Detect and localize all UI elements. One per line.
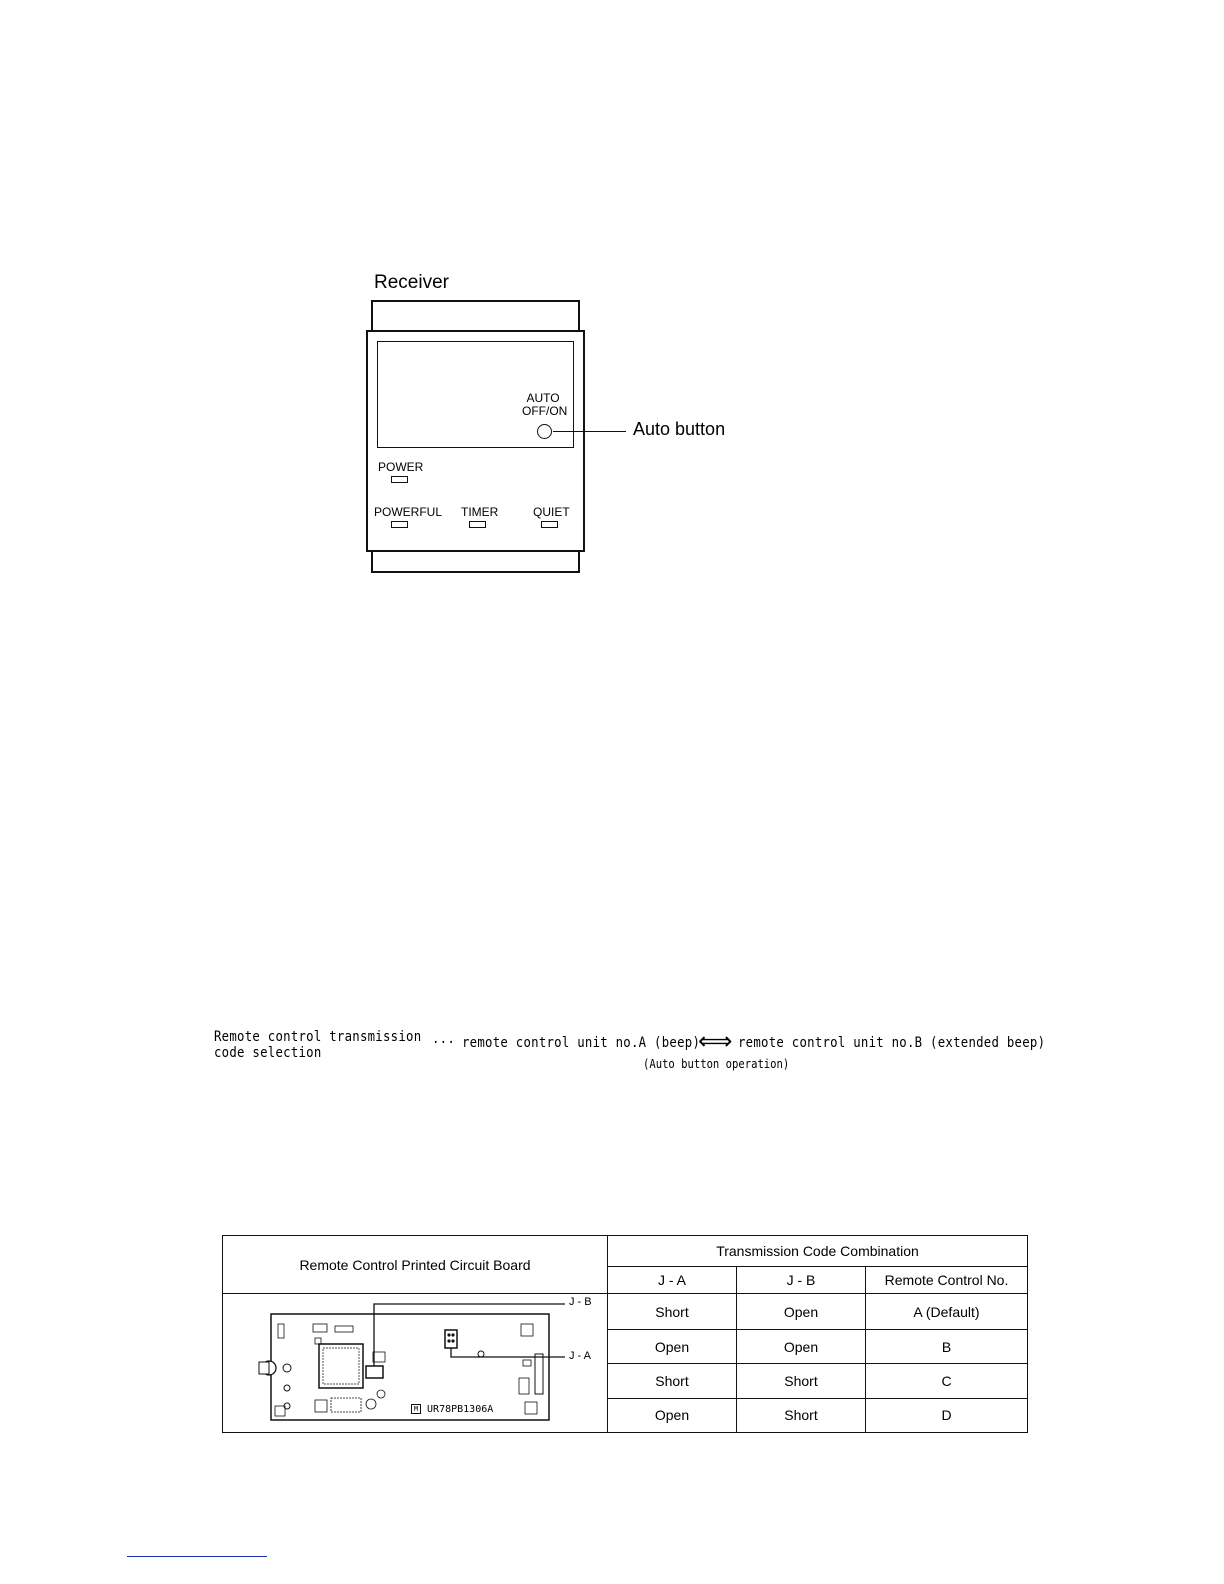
quiet-indicator-label: QUIET — [533, 505, 570, 519]
cell-ja: Open — [608, 1330, 737, 1364]
column-header-jb: J - B — [737, 1267, 866, 1294]
transmission-label-line1: Remote control transmission — [214, 1029, 422, 1045]
pcb-header: Remote Control Printed Circuit Board — [223, 1236, 608, 1294]
auto-off-on-label — [522, 391, 568, 418]
power-indicator-label: POWER — [378, 460, 424, 474]
cell-ja: Short — [608, 1294, 737, 1330]
transmission-note: (Auto button operation) — [643, 1057, 790, 1071]
pcb-part-number-text: UR78PB1306A — [427, 1404, 494, 1415]
table-row — [223, 1294, 1028, 1330]
transmission-unit-a: remote control unit no.A (beep) — [462, 1035, 701, 1051]
pcb-label-jb: J - B — [569, 1296, 592, 1308]
cell-remote-no: D — [866, 1398, 1028, 1432]
pcb-label-ja: J - A — [569, 1350, 592, 1362]
cell-ja: Short — [608, 1364, 737, 1398]
transmission-unit-b: remote control unit no.B (extended beep) — [738, 1035, 1046, 1051]
auto-button[interactable] — [537, 424, 552, 439]
cell-remote-no: B — [866, 1330, 1028, 1364]
cell-remote-no: A (Default) — [866, 1294, 1028, 1330]
cell-jb: Short — [737, 1364, 866, 1398]
powerful-indicator-led — [391, 521, 408, 528]
cell-jb: Open — [737, 1330, 866, 1364]
auto-button-callout: Auto button — [633, 419, 726, 439]
pcb-illustration-cell — [223, 1294, 608, 1433]
receiver-title: Receiver — [374, 272, 449, 293]
transmission-ellipsis: ··· — [432, 1035, 456, 1051]
cell-jb: Open — [737, 1294, 866, 1330]
cell-remote-no: C — [866, 1364, 1028, 1398]
timer-indicator-label: TIMER — [461, 505, 499, 519]
quiet-indicator-led — [541, 521, 558, 528]
footer-link-underline — [127, 1556, 267, 1557]
double-arrow-icon: ⟺ — [698, 1028, 733, 1055]
power-indicator-led — [391, 476, 408, 483]
cell-ja: Open — [608, 1398, 737, 1432]
receiver-top-housing — [371, 300, 580, 332]
cell-jb: Short — [737, 1398, 866, 1432]
pcb-part-number — [411, 1404, 493, 1415]
auto-label-line2: OFF/ON — [522, 404, 568, 418]
column-header-ja: J - A — [608, 1267, 737, 1294]
manufacturer-logo-icon: M — [411, 1404, 421, 1414]
auto-label-line1: AUTO — [526, 391, 560, 405]
column-header-remote-no: Remote Control No. — [866, 1267, 1028, 1294]
timer-indicator-led — [469, 521, 486, 528]
transmission-code-table — [222, 1235, 1028, 1433]
receiver-bottom-housing — [371, 550, 580, 573]
combination-header: Transmission Code Combination — [608, 1236, 1028, 1267]
auto-callout-line — [553, 431, 626, 432]
transmission-label-line2: code selection — [214, 1045, 322, 1061]
powerful-indicator-label: POWERFUL — [374, 505, 443, 519]
